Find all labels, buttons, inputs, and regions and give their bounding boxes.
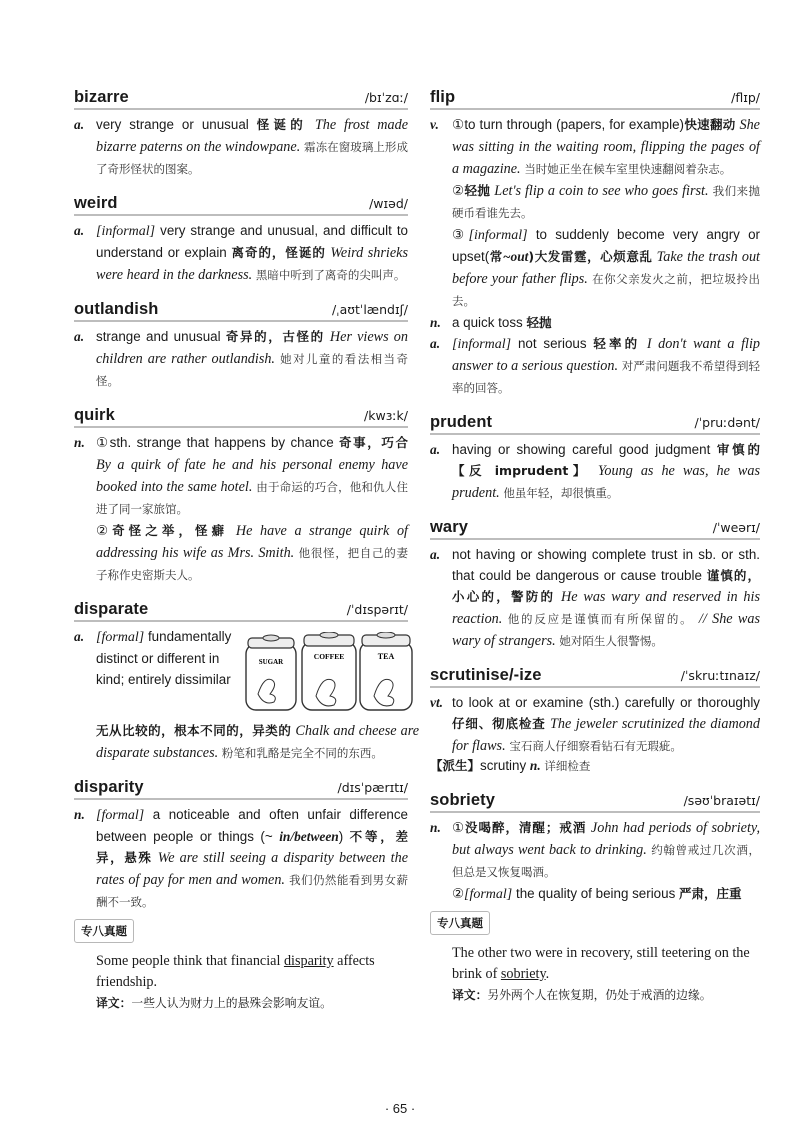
exam-keyword: sobriety xyxy=(500,966,546,982)
definition-en-close: ) xyxy=(338,829,350,844)
register-label: [informal] xyxy=(96,224,156,239)
jar-label-sugar: SUGAR xyxy=(258,658,284,666)
part-of-speech: vt. xyxy=(430,695,444,710)
phonetic: /ˈweərɪ/ xyxy=(712,520,760,535)
definition-cn: 无从比较的，根本不同的，异类的 xyxy=(96,723,292,738)
definition-cn: 审慎的 xyxy=(716,442,760,457)
example-translation: 她对儿童的看法相当奇怪。 xyxy=(96,352,408,388)
part-of-speech: a. xyxy=(74,629,85,644)
example-translation: 我们来抛硬币看谁先去。 xyxy=(452,184,760,220)
example-translation: 霜冻在窗玻璃上形成了奇形怪状的图案。 xyxy=(96,140,408,176)
example: She was sitting in the waiting room, flipping the pages of a magazine. xyxy=(452,117,760,177)
entry-header xyxy=(430,88,760,110)
example-translation: 我们仍然能看到男女薪酬不一致。 xyxy=(96,873,408,909)
definition-cn: 离奇的，怪诞的 xyxy=(231,245,326,260)
sub-sense xyxy=(430,180,760,224)
phonetic: /dɪsˈpærɪtɪ/ xyxy=(337,780,408,795)
sense-body xyxy=(452,817,760,883)
entry-header xyxy=(74,88,408,110)
sense-number: ② xyxy=(452,886,465,901)
sense-body xyxy=(96,804,408,913)
entry-header xyxy=(74,406,408,428)
entry-bizarre xyxy=(74,88,408,180)
sense-body xyxy=(452,439,760,504)
part-of-speech: a. xyxy=(74,117,85,132)
exam-badge: 专八真题 xyxy=(430,911,490,935)
definition-with-illustration xyxy=(96,626,419,720)
headword: disparate xyxy=(74,600,149,618)
sense-body xyxy=(96,626,419,764)
sub-sense xyxy=(430,883,760,905)
phonetic: /kwɜːk/ xyxy=(364,408,408,423)
phonetic: /ˈdɪspərɪt/ xyxy=(346,602,408,617)
translation-label: 译文： xyxy=(452,988,488,1002)
example-translation: 黑暗中听到了离奇的尖叫声。 xyxy=(255,268,406,282)
definition-cn: 奇事，巧合 xyxy=(339,435,408,450)
right-column xyxy=(430,88,760,1019)
example: He was wary and reserved in his reaction. xyxy=(452,589,760,627)
definition-cn: 奇异的，古怪的 xyxy=(225,329,325,344)
sense-number: ① xyxy=(452,820,465,835)
example: Weird shrieks were heard in the darkness. xyxy=(96,245,408,283)
left-column xyxy=(74,88,419,1027)
definition-cn: 仔细、彻底检查 xyxy=(452,716,546,731)
exam-translation xyxy=(452,985,760,1005)
tea-jar xyxy=(360,632,412,710)
grammar-pattern: in/between xyxy=(279,829,339,844)
headword: bizarre xyxy=(74,88,129,106)
sense xyxy=(74,626,419,764)
sense-number: ① xyxy=(452,117,465,132)
exam-sentence xyxy=(430,943,760,1005)
headword: prudent xyxy=(430,413,493,431)
entry-scrutinise xyxy=(430,666,760,777)
sense-number: ② xyxy=(452,183,465,198)
sense xyxy=(74,804,408,913)
sense xyxy=(74,220,408,286)
example: John had periods of sobriety, but always went back to drinking. xyxy=(452,820,760,858)
register-label: [formal] xyxy=(96,808,145,823)
entry-header xyxy=(74,194,408,216)
register-label: [informal] xyxy=(468,228,528,243)
entry-flip xyxy=(430,88,760,399)
exam-badge: 专八真题 xyxy=(74,919,134,943)
example-translation: 他的反应是谨慎而有所保留的。 xyxy=(507,612,694,626)
example: Chalk and cheese are disparate substances. xyxy=(96,723,419,761)
register-label: [formal] xyxy=(96,630,145,645)
derived-pos: n. xyxy=(529,758,541,773)
jars-illustration xyxy=(244,632,419,720)
definition-en: to turn through (papers, for example) xyxy=(464,117,685,132)
derived-word xyxy=(430,755,760,777)
example: He have a strange quirk of addressing his wife as Mrs. Smith. xyxy=(96,523,408,561)
headword: scrutinise/-ize xyxy=(430,666,542,684)
entry-wary xyxy=(430,518,760,652)
entry-quirk xyxy=(74,406,408,586)
example-translation: 约翰曾戒过几次酒，但总是又恢复喝酒。 xyxy=(452,843,761,879)
headword: quirk xyxy=(74,406,115,424)
part-of-speech: n. xyxy=(430,315,441,330)
jar-label-tea: TEA xyxy=(377,652,395,661)
part-of-speech: v. xyxy=(430,117,439,132)
headword: flip xyxy=(430,88,456,106)
example: By a quirk of fate he and his personal enemy have booked into the same hotel. xyxy=(96,457,408,495)
entry-sobriety xyxy=(430,791,760,1005)
definition-en: very strange and unusual, and difficult to understand or explain xyxy=(96,223,408,260)
derived-cn: 详细检查 xyxy=(544,759,591,773)
definition-en: a quick toss xyxy=(452,315,527,330)
phonetic: /flɪp/ xyxy=(731,90,760,105)
part-of-speech: a. xyxy=(430,336,441,351)
entry-header xyxy=(430,791,760,813)
phonetic: /wɪəd/ xyxy=(369,196,408,211)
jars-illustration-svg xyxy=(244,632,414,714)
definition-cn: 轻抛 xyxy=(526,315,552,330)
headword: disparity xyxy=(74,778,144,796)
sub-sense xyxy=(430,224,760,312)
part-of-speech: a. xyxy=(430,442,441,457)
sense-body xyxy=(96,220,408,286)
sense-body xyxy=(452,544,760,652)
definition-en: strange and unusual xyxy=(96,329,226,344)
sense xyxy=(74,326,408,392)
entry-prudent xyxy=(430,413,760,504)
example: The frost made bizarre paterns on the windowpane. xyxy=(96,117,408,155)
entry-header xyxy=(430,413,760,435)
phonetic: /ˈpruːdənt/ xyxy=(694,415,760,430)
headword: wary xyxy=(430,518,469,536)
entry-outlandish xyxy=(74,300,408,392)
register-label: [informal] xyxy=(452,337,512,352)
entry-header xyxy=(74,300,408,322)
definition-cn: 严肃，庄重 xyxy=(679,886,742,901)
definition-cn: 快速翻动 xyxy=(684,117,736,132)
example: Her views on children are rather outlandish. xyxy=(96,329,408,367)
translation-text: 一些人认为财力上的悬殊会影响友谊。 xyxy=(131,996,332,1010)
sense-body xyxy=(96,432,408,520)
phonetic: /ˈskruːtɪnaɪz/ xyxy=(680,668,760,683)
derived-label: 【派生】 xyxy=(430,758,481,773)
example-translation: 当时她正坐在候车室里快速翻阅着杂志。 xyxy=(524,162,732,176)
example: We are still seeing a disparity between the rates of pay for men and women. xyxy=(96,850,408,888)
example-translation-2: 她对陌生人很警惕。 xyxy=(559,634,663,648)
phonetic: /səʊˈbraɪətɪ/ xyxy=(683,793,760,808)
sense xyxy=(430,544,760,652)
sugar-jar xyxy=(246,635,296,710)
headword: sobriety xyxy=(430,791,495,809)
grammar-pattern: ~out xyxy=(502,249,529,264)
headword: weird xyxy=(74,194,118,212)
exam-text: The other two were in recovery, still teetering on the brink of xyxy=(452,945,750,982)
exam-text-end: . xyxy=(545,966,550,982)
sense-body xyxy=(452,114,760,180)
translation-label: 译文： xyxy=(96,996,132,1010)
definition-en: to suddenly become very angry or upset( xyxy=(452,227,760,264)
jar-label-coffee: COFFEE xyxy=(313,652,345,661)
part-of-speech: a. xyxy=(74,329,85,344)
example-translation: 在你父亲发火之前，把垃圾拎出去。 xyxy=(452,272,761,308)
definition-cn: )大发雷霆，心烦意乱 xyxy=(528,249,653,264)
definition-en: a noticeable and often unfair difference between people or things (~ xyxy=(96,807,408,844)
translation-text: 另外两个人在恢复期，仍处于戒酒的边缘。 xyxy=(487,988,712,1002)
derived-headword: scrutiny xyxy=(480,758,527,773)
definition-cn: 奇怪之举，怪癖 xyxy=(112,523,229,538)
phonetic: /bɪˈzɑː/ xyxy=(364,90,408,105)
coffee-jar xyxy=(302,632,356,710)
exam-text: Some people think that financial xyxy=(96,953,284,969)
sense xyxy=(430,114,760,180)
definition-cn: 没喝醉，清醒；戒酒 xyxy=(465,820,587,835)
sense-body xyxy=(96,114,408,180)
headword: outlandish xyxy=(74,300,159,318)
page-number: · 65 · xyxy=(384,1101,416,1116)
example: Let's flip a coin to see who goes first. xyxy=(490,183,709,199)
part-of-speech: n. xyxy=(74,807,85,822)
example-translation: 他很怪，把自己的妻子称作史密斯夫人。 xyxy=(96,546,408,582)
part-of-speech: n. xyxy=(74,435,85,450)
register-label: [formal] xyxy=(464,887,513,902)
example: Young as he was, he was prudent. xyxy=(452,463,760,501)
exam-translation xyxy=(96,993,408,1013)
sense xyxy=(430,692,760,757)
definition-en: very strange or unusual xyxy=(96,117,257,132)
definition-cn: 轻率的 xyxy=(593,336,641,351)
definition-en: not serious xyxy=(511,336,594,351)
definition-text xyxy=(96,626,238,720)
sense-body xyxy=(452,692,760,757)
phonetic: /ˌaʊtˈlændɪʃ/ xyxy=(331,302,408,317)
part-of-speech: a. xyxy=(430,547,441,562)
antonym: 【反 imprudent】 xyxy=(452,463,590,478)
sense xyxy=(74,114,408,180)
entry-disparity xyxy=(74,778,408,1013)
sense xyxy=(74,432,408,520)
definition-en: the quality of being serious xyxy=(512,886,679,901)
sense-number: ② xyxy=(96,523,113,538)
definition-en: fundamentally distinct or different in kind; entirely dissimilar xyxy=(96,629,232,687)
example: The jeweler scrutinized the diamond for flaws. xyxy=(452,716,760,754)
definition-en: sth. strange that happens by chance xyxy=(109,435,339,450)
entry-weird xyxy=(74,194,408,286)
definition-en: not having or showing complete trust in sb. or sth. that could be dangerous or cause trouble xyxy=(452,547,760,583)
sense-number: ③ xyxy=(452,227,469,242)
definition-cn-pre: 常 xyxy=(489,249,503,264)
exam-text-end: affects friendship. xyxy=(96,953,375,990)
sense xyxy=(430,439,760,504)
example-translation: 对严肃问题我不希望得到轻率的回答。 xyxy=(452,359,761,395)
exam-keyword: disparity xyxy=(283,953,334,969)
sense-body xyxy=(96,326,408,392)
entry-header xyxy=(430,666,760,688)
example-translation: 由于命运的巧合，他和仇人住进了同一家旅馆。 xyxy=(96,480,408,516)
definition-cn: 轻抛 xyxy=(464,183,491,198)
definition-cn: 谨慎的，小心的，警防的 xyxy=(452,568,760,604)
example-translation: 宝石商人仔细察看钻石有无瑕疵。 xyxy=(509,739,682,753)
sense xyxy=(430,333,760,399)
entry-disparate xyxy=(74,600,419,764)
part-of-speech: n. xyxy=(430,820,441,835)
definition-en: to look at or examine (sth.) carefully or thoroughly xyxy=(452,695,760,710)
sense-body xyxy=(452,333,760,399)
sense xyxy=(430,312,760,333)
example-translation: 粉笔和乳酪是完全不同的东西。 xyxy=(221,746,383,760)
separator: // xyxy=(698,611,707,627)
example: I don't want a flip answer to a serious question. xyxy=(452,336,760,374)
example: Take the trash out before your father flips. xyxy=(452,249,760,287)
sense-number: ① xyxy=(96,435,110,450)
example-2: She was wary of strangers. xyxy=(452,611,760,649)
sense xyxy=(430,817,760,883)
entry-header xyxy=(74,600,408,622)
definition-cn: 不等，差异，悬殊 xyxy=(96,829,408,865)
example-translation: 他虽年轻，却很慎重。 xyxy=(503,486,619,500)
sub-sense xyxy=(74,520,408,586)
definition-cn: 怪诞的 xyxy=(256,117,308,132)
definition-en: having or showing careful good judgment xyxy=(452,442,717,457)
entry-header xyxy=(430,518,760,540)
part-of-speech: a. xyxy=(74,223,85,238)
exam-sentence xyxy=(74,951,408,1013)
sense-body xyxy=(452,312,760,333)
entry-header xyxy=(74,778,408,800)
